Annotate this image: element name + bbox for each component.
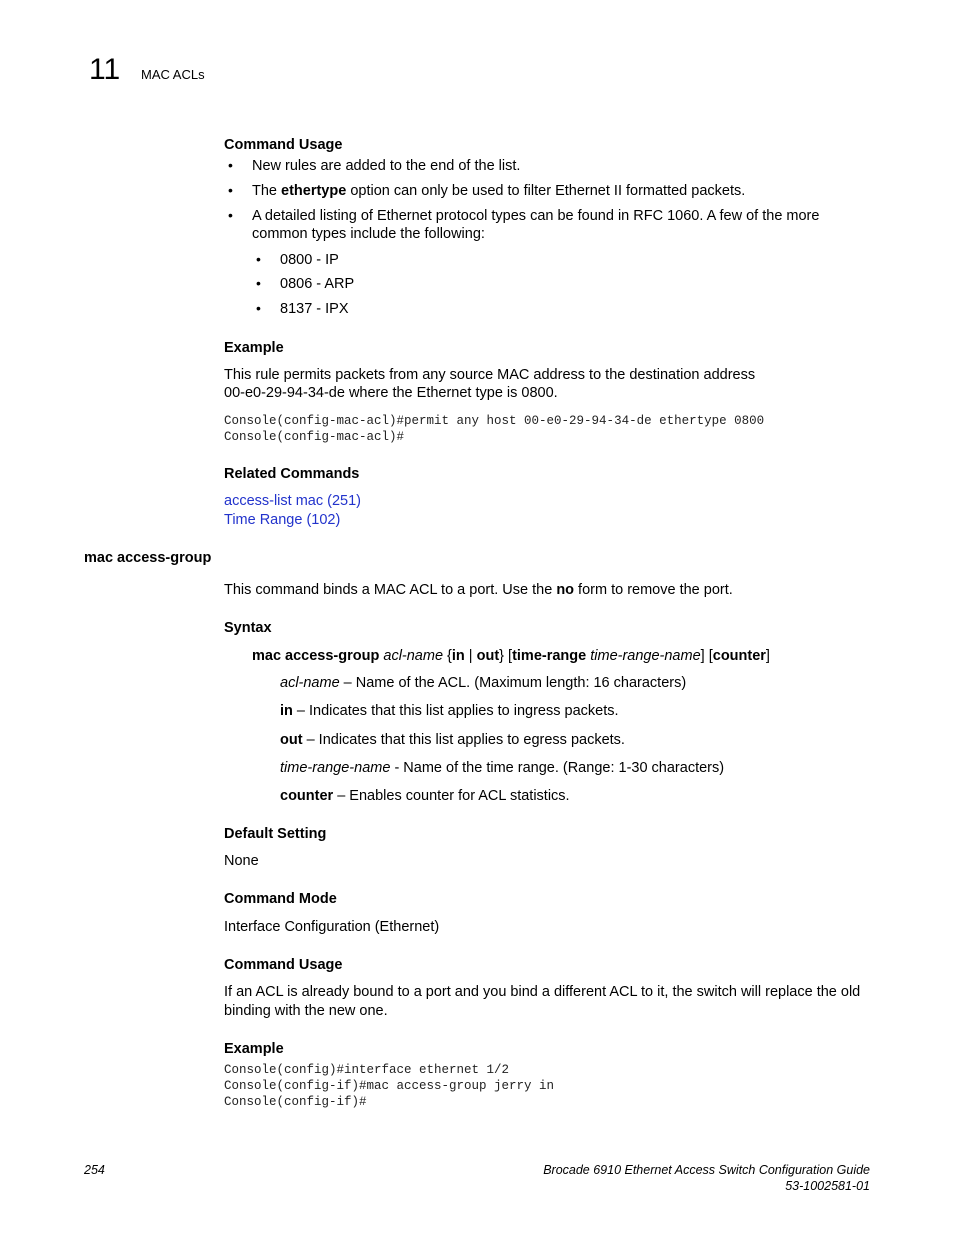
bullet-icon: • bbox=[228, 182, 233, 198]
section-title: mac access-group bbox=[84, 550, 212, 566]
section-description: This command binds a MAC ACL to a port. Use the no form to remove the port. bbox=[224, 582, 733, 598]
related-commands-heading: Related Commands bbox=[224, 466, 360, 482]
param-out: out – Indicates that this list applies to egress packets. bbox=[280, 732, 625, 748]
bullet-icon: • bbox=[228, 157, 233, 173]
usage-text-line1: If an ACL is already bound to a port and you bind a different ACL to it, the switch will replace the old bbox=[224, 984, 861, 1000]
bullet-icon: • bbox=[256, 251, 261, 267]
param-time-range-name: time-range-name - Name of the time range. (Range: 1-30 characters) bbox=[280, 760, 725, 776]
usage-bullet-3-line1: A detailed listing of Ethernet protocol types can be found in RFC 1060. A few of the more bbox=[252, 208, 820, 224]
syntax-line: mac access-group acl-name {in | out} [time-range time-range-name] [counter] bbox=[252, 648, 770, 664]
no-keyword: no bbox=[556, 582, 575, 598]
link-time-range[interactable]: Time Range (102) bbox=[224, 512, 341, 528]
param-counter: counter – Enables counter for ACL statistics. bbox=[280, 788, 570, 804]
example-heading: Example bbox=[224, 1041, 284, 1057]
code-line: Console(config-mac-acl)# bbox=[224, 430, 405, 444]
example-heading: Example bbox=[224, 340, 284, 356]
bullet-icon: • bbox=[256, 275, 261, 291]
code-line: Console(config-if)#mac access-group jerry in bbox=[224, 1079, 555, 1093]
footer-title: Brocade 6910 Ethernet Access Switch Configuration Guide bbox=[543, 1163, 870, 1177]
param-in: in – Indicates that this list applies to ingress packets. bbox=[280, 703, 619, 719]
usage-bullet-3-line2: common types include the following: bbox=[252, 226, 485, 242]
default-setting-value: None bbox=[224, 853, 259, 869]
command-usage-heading: Command Usage bbox=[224, 137, 343, 153]
usage-bullet-2: The ethertype option can only be used to filter Ethernet II formatted packets. bbox=[252, 183, 746, 199]
usage-bullet-1: New rules are added to the end of the list. bbox=[252, 158, 521, 174]
sub-bullet: 8137 - IPX bbox=[280, 301, 349, 317]
command-mode-heading: Command Mode bbox=[224, 891, 337, 907]
link-access-list-mac[interactable]: access-list mac (251) bbox=[224, 493, 361, 509]
example-text-line2: 00-e0-29-94-34-de where the Ethernet type is 0800. bbox=[224, 385, 558, 401]
chapter-number: 11 bbox=[89, 53, 121, 86]
default-setting-heading: Default Setting bbox=[224, 826, 327, 842]
chapter-title: MAC ACLs bbox=[141, 67, 205, 82]
bullet-icon: • bbox=[228, 207, 233, 223]
usage-text-line2: binding with the new one. bbox=[224, 1003, 388, 1019]
example-text-line1: This rule permits packets from any source MAC address to the destination address bbox=[224, 367, 756, 383]
command-mode-value: Interface Configuration (Ethernet) bbox=[224, 919, 440, 935]
page-number: 254 bbox=[84, 1163, 105, 1177]
syntax-heading: Syntax bbox=[224, 620, 272, 636]
code-line: Console(config-if)# bbox=[224, 1095, 367, 1109]
bullet-icon: • bbox=[256, 300, 261, 316]
code-line: Console(config)#interface ethernet 1/2 bbox=[224, 1063, 510, 1077]
ethertype-keyword: ethertype bbox=[281, 183, 347, 199]
command-usage-heading: Command Usage bbox=[224, 957, 343, 973]
sub-bullet: 0800 - IP bbox=[280, 252, 339, 268]
sub-bullet: 0806 - ARP bbox=[280, 276, 355, 292]
param-acl-name: acl-name – Name of the ACL. (Maximum length: 16 characters) bbox=[280, 675, 687, 691]
footer-doc-number: 53-1002581-01 bbox=[785, 1179, 870, 1193]
code-line: Console(config-mac-acl)#permit any host 00-e0-29-94-34-de ethertype 0800 bbox=[224, 414, 765, 428]
